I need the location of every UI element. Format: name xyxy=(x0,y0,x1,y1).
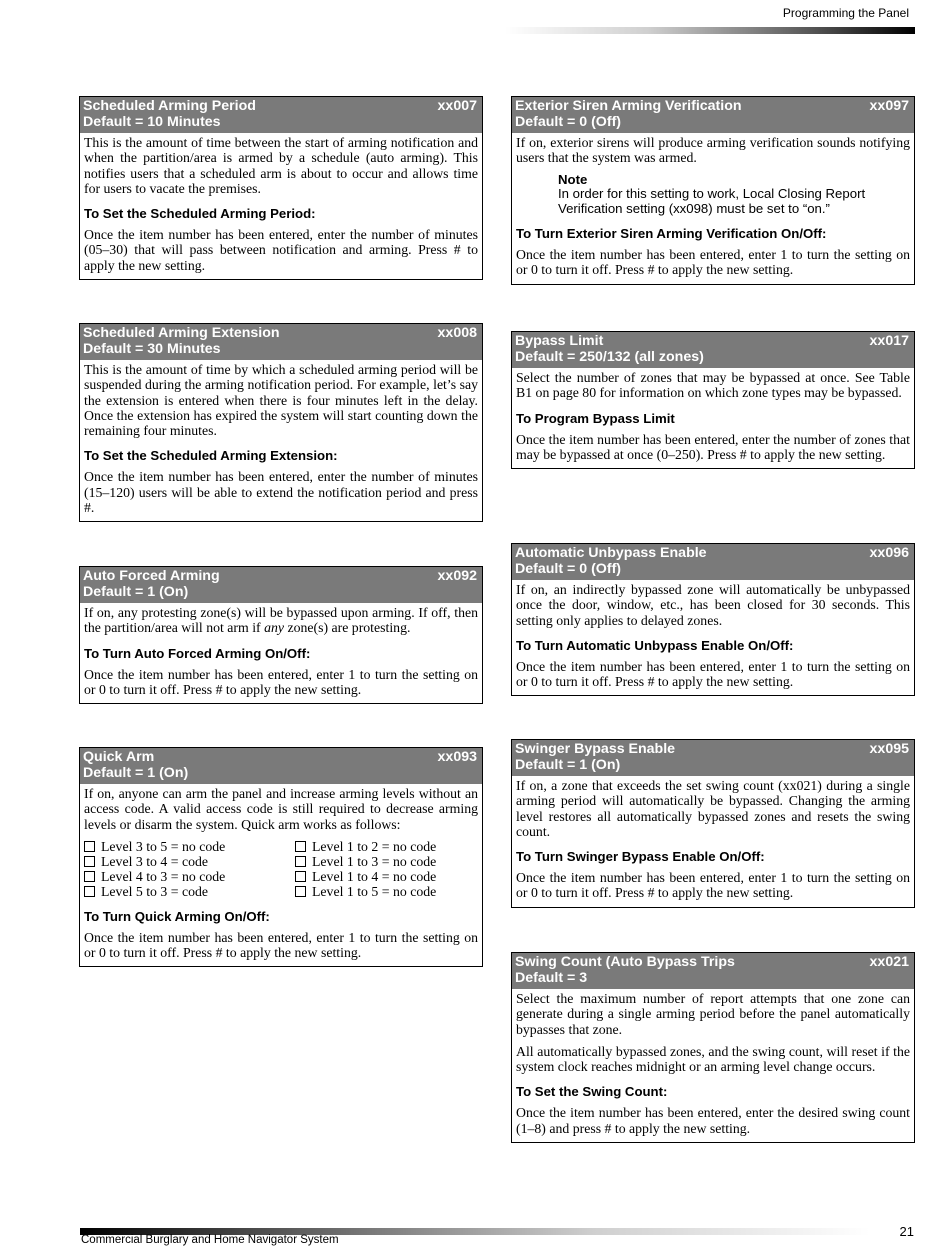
level-label: Level 1 to 5 = no code xyxy=(312,883,437,899)
instruction-text: Once the item number has been entered, enter the number of minutes (05–30) that will pass between notification and arming. Press # to apply the new setting. xyxy=(84,227,478,273)
note-title: Note xyxy=(558,171,588,187)
level-label: Level 5 to 3 = code xyxy=(101,883,209,899)
instruction-heading: To Set the Swing Count: xyxy=(516,1084,668,1100)
footer-text: Commercial Burglary and Home Navigator System xyxy=(81,1234,339,1246)
section-code: xx093 xyxy=(437,749,477,765)
level-label: Level 3 to 4 = code xyxy=(101,853,209,869)
description xyxy=(84,605,478,636)
instruction-text: Once the item number has been entered, enter 1 to turn the setting on or 0 to turn it off. Press # to apply the new setting. xyxy=(516,247,910,278)
section-header xyxy=(80,567,482,603)
section-title: Automatic Unbypass Enable xyxy=(515,545,707,561)
page-number: 21 xyxy=(899,1224,914,1239)
instruction-heading: To Turn Exterior Siren Arming Verification On/Off: xyxy=(516,226,827,242)
level-label: Level 1 to 4 = no code xyxy=(312,868,437,884)
instruction-text: Once the item number has been entered, enter the desired swing count (1–8) and press # to apply the new setting. xyxy=(516,1105,910,1136)
section-default: Default = 3 xyxy=(515,969,588,986)
checkbox-icon xyxy=(84,841,95,852)
checkbox-icon xyxy=(295,886,306,897)
section-code: xx007 xyxy=(437,98,477,114)
section-title: Swinger Bypass Enable xyxy=(515,741,676,757)
instruction-text: Once the item number has been entered, enter 1 to turn the setting on or 0 to turn it off. Press # to apply the new setting. xyxy=(84,929,478,961)
section-scheduled-arming-extension xyxy=(79,323,483,522)
section-code: xx095 xyxy=(869,741,909,757)
section-code: xx017 xyxy=(869,333,909,349)
level-label: Level 4 to 3 = no code xyxy=(101,868,226,884)
section-title: Scheduled Arming Period xyxy=(83,98,256,114)
description: Select the maximum number of report attempts that one zone can generate during a single arming period before the panel automatically bypasses that zone. xyxy=(516,991,910,1037)
note xyxy=(516,173,910,217)
section-default: Default = 250/132 (all zones) xyxy=(515,348,704,365)
section-code: xx092 xyxy=(437,568,477,584)
section-code: xx021 xyxy=(869,954,909,970)
instruction-heading: To Turn Swinger Bypass Enable On/Off: xyxy=(516,849,765,865)
checkbox-icon xyxy=(295,841,306,852)
level-item xyxy=(84,884,295,899)
level-label: Level 1 to 3 = no code xyxy=(312,853,437,869)
level-item xyxy=(84,869,295,884)
description-part: If on, any protesting zone(s) will be bypassed upon arming. If off, then the partition/area will not arm if xyxy=(84,605,478,636)
section-title: Scheduled Arming Extension xyxy=(83,325,280,341)
section-default: Default = 1 (On) xyxy=(83,764,189,781)
section-exterior-siren-arming-verification xyxy=(511,96,915,285)
section-default: Default = 1 (On) xyxy=(83,583,189,600)
instruction-text: Once the item number has been entered, enter 1 to turn the setting on or 0 to turn it off. Press # to apply the new setting. xyxy=(516,658,910,690)
section-header xyxy=(512,544,914,580)
level-label: Level 3 to 5 = no code xyxy=(101,838,226,854)
description: This is the amount of time between the start of arming notification and when the partition/area is armed by a schedule (auto arming). This notifies users that a scheduled arm is about to occur and allows time for users to vacate the premises. xyxy=(84,135,478,196)
level-list xyxy=(84,839,478,899)
section-quick-arm xyxy=(79,747,483,967)
section-auto-forced-arming xyxy=(79,566,483,704)
level-item xyxy=(84,839,295,854)
instruction-text: Once the item number has been entered, enter the number of minutes (15–120) users will be able to extend the notification period and press #. xyxy=(84,469,478,516)
section-default: Default = 0 (Off) xyxy=(515,113,622,130)
section-code: xx097 xyxy=(869,98,909,114)
section-header xyxy=(80,97,482,133)
level-label: Level 1 to 2 = no code xyxy=(312,838,437,854)
instruction-text: Once the item number has been entered, enter the number of zones that may be bypassed at once (0–250). Press # to apply the new setting. xyxy=(516,431,910,462)
section-header xyxy=(512,740,914,776)
section-header xyxy=(80,324,482,360)
section-default: Default = 0 (Off) xyxy=(515,560,622,577)
description: Select the number of zones that may be bypassed at once. See Table B1 on page 80 for information on which zone types may be bypassed. xyxy=(516,370,910,401)
description: If on, a zone that exceeds the set swing count (xx021) during a single arming period will automatically be bypassed. Changing the arming level restores all automatically bypassed zones and resets the swing count. xyxy=(516,778,910,839)
instruction-heading: To Turn Auto Forced Arming On/Off: xyxy=(84,645,311,661)
checkbox-icon xyxy=(84,886,95,897)
checkbox-icon xyxy=(84,856,95,867)
description: If on, exterior sirens will produce arming verification sounds notifying users that the system was armed. xyxy=(516,135,910,166)
section-title: Auto Forced Arming xyxy=(83,568,220,584)
section-title: Exterior Siren Arming Verification xyxy=(515,98,742,114)
description-part: zone(s) are protesting. xyxy=(284,620,411,636)
level-item xyxy=(295,839,485,854)
instruction-heading: To Set the Scheduled Arming Period: xyxy=(84,206,316,222)
page-header-title: Programming the Panel xyxy=(782,6,909,20)
level-item xyxy=(84,854,295,869)
section-code: xx008 xyxy=(437,325,477,341)
instruction-text: Once the item number has been entered, enter 1 to turn the setting on or 0 to turn it off. Press # to apply the new setting. xyxy=(516,870,910,901)
description: If on, anyone can arm the panel and increase arming levels without an access code. A valid access code is still required to decrease arming levels or disarm the system. Quick arm works as follows: xyxy=(84,786,478,832)
section-header xyxy=(512,332,914,368)
section-swing-count xyxy=(511,952,915,1143)
section-default: Default = 10 Minutes xyxy=(83,113,221,130)
checkbox-icon xyxy=(295,871,306,882)
section-title: Quick Arm xyxy=(83,749,155,765)
section-title: Bypass Limit xyxy=(515,333,604,349)
instruction-heading: To Program Bypass Limit xyxy=(516,410,675,426)
description: This is the amount of time by which a scheduled arming period will be suspended during the arming notification period. For example, let’s say the extension is entered when there is four minutes left in the delay. Once the extension has expired the system will start counting down the remaining four minutes. xyxy=(84,362,478,439)
section-scheduled-arming-period xyxy=(79,96,483,280)
description: If on, an indirectly bypassed zone will automatically be unbypassed once the door, window, etc., has been closed for 30 seconds. This setting only applies to delayed zones. xyxy=(516,582,910,628)
level-item xyxy=(295,854,485,869)
section-code: xx096 xyxy=(869,545,909,561)
section-bypass-limit xyxy=(511,331,915,469)
instruction-heading: To Set the Scheduled Arming Extension: xyxy=(84,448,338,464)
note-text: In order for this setting to work, Local Closing Report Verification setting (xx098) must be set to “on.” xyxy=(558,186,866,216)
instruction-text: Once the item number has been entered, enter 1 to turn the setting on or 0 to turn it off. Press # to apply the new setting. xyxy=(84,666,478,697)
checkbox-icon xyxy=(84,871,95,882)
instruction-heading: To Turn Automatic Unbypass Enable On/Off: xyxy=(516,637,794,653)
section-default: Default = 30 Minutes xyxy=(83,340,221,357)
header-rule xyxy=(505,27,915,34)
section-title: Swing Count (Auto Bypass Trips xyxy=(515,954,735,970)
description: All automatically bypassed zones, and the swing count, will reset if the system clock reaches midnight or an arming level change occurs. xyxy=(516,1043,910,1075)
section-header xyxy=(80,748,482,784)
level-item xyxy=(295,869,485,884)
section-header xyxy=(512,953,914,989)
section-automatic-unbypass-enable xyxy=(511,543,915,696)
section-swinger-bypass-enable xyxy=(511,739,915,908)
description-emphasis: any xyxy=(264,620,284,636)
instruction-heading: To Turn Quick Arming On/Off: xyxy=(84,908,270,924)
section-default: Default = 1 (On) xyxy=(515,756,621,773)
level-item xyxy=(295,884,485,899)
checkbox-icon xyxy=(295,856,306,867)
section-header xyxy=(512,97,914,133)
